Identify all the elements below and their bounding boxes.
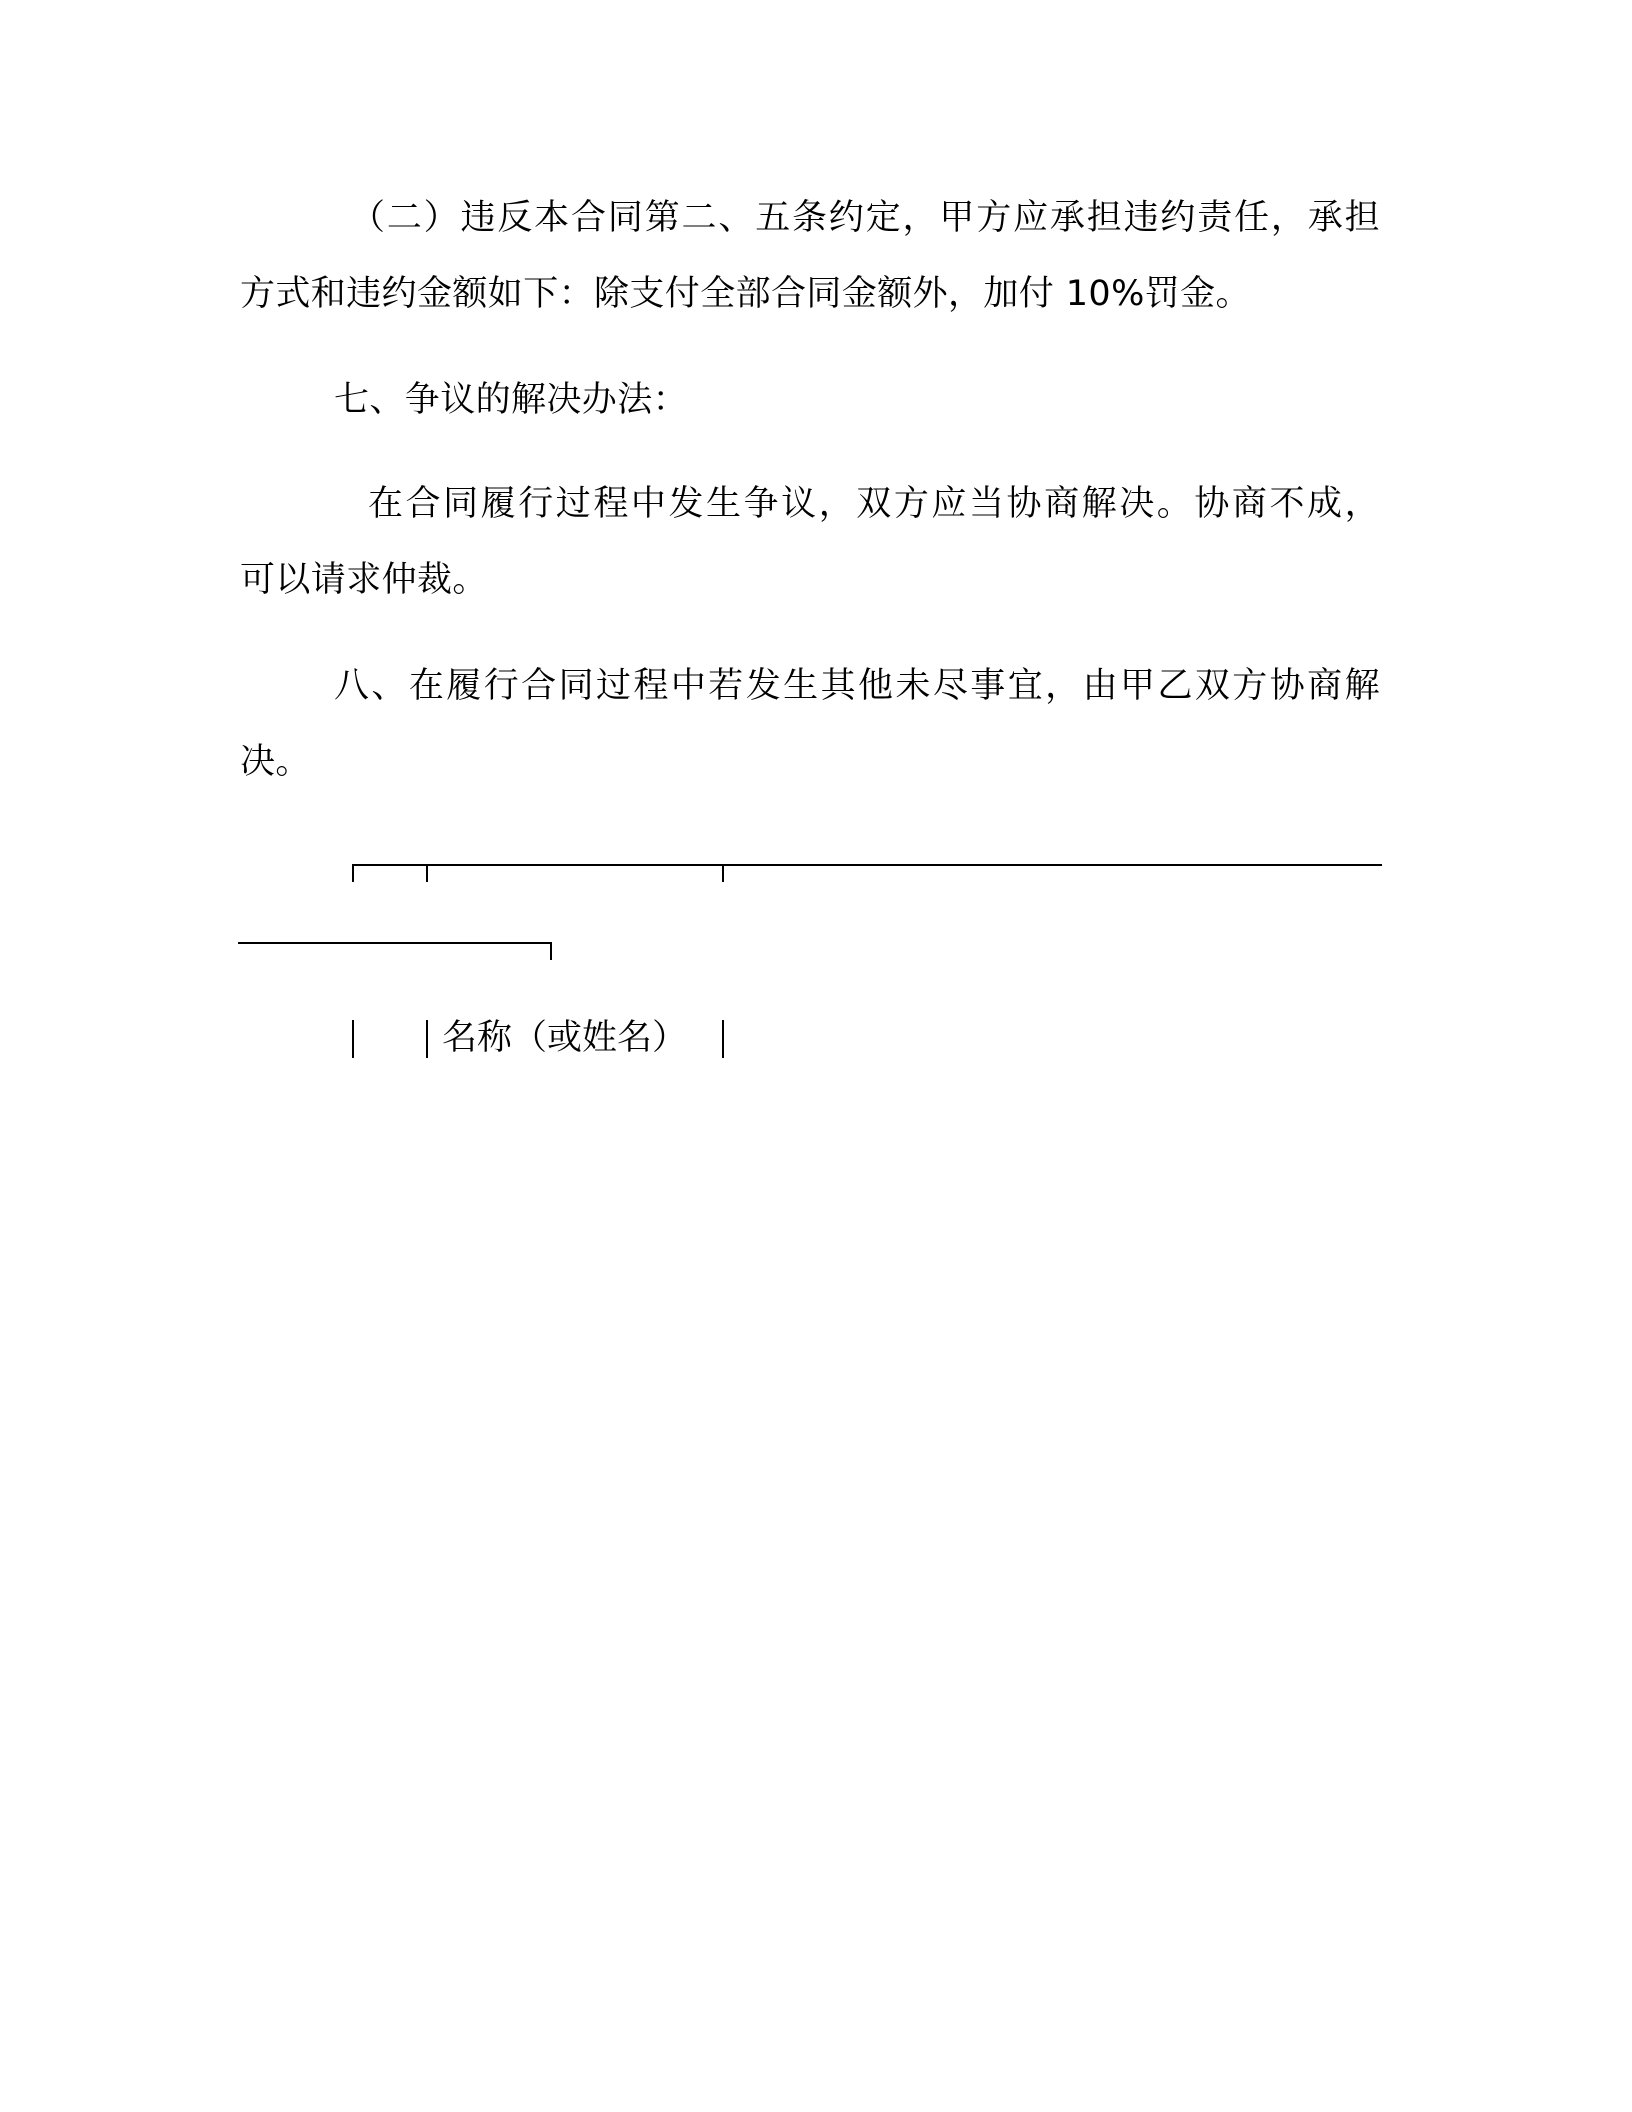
table-tick xyxy=(352,864,354,882)
table-tick xyxy=(550,942,552,960)
paragraph-dispute-line-1: 在合同履行过程中发生争议，双方应当协商解决。协商不成， xyxy=(368,484,1380,524)
table-cell-divider xyxy=(722,1020,724,1058)
paragraph-other-matters-line-1: 八、在履行合同过程中若发生其他未尽事宜，由甲乙双方协商解 xyxy=(334,666,1380,706)
signature-name-label: 名称（或姓名） xyxy=(442,1018,688,1058)
paragraph-breach-line-1: （二）违反本合同第二、五条约定，甲方应承担违约责任，承担 xyxy=(350,198,1380,238)
table-top-border xyxy=(352,864,1382,866)
table-cell-divider xyxy=(352,1020,354,1058)
table-row-border xyxy=(238,942,552,944)
paragraph-breach-line-2: 方式和违约金额如下：除支付全部合同金额外，加付 10%罚金。 xyxy=(240,274,1251,314)
table-cell-divider xyxy=(426,1020,428,1058)
paragraph-dispute-line-2: 可以请求仲裁。 xyxy=(240,560,488,600)
table-tick xyxy=(722,864,724,882)
table-tick xyxy=(426,864,428,882)
heading-dispute-resolution: 七、争议的解决办法： xyxy=(334,380,689,420)
paragraph-other-matters-line-2: 决。 xyxy=(240,742,311,782)
